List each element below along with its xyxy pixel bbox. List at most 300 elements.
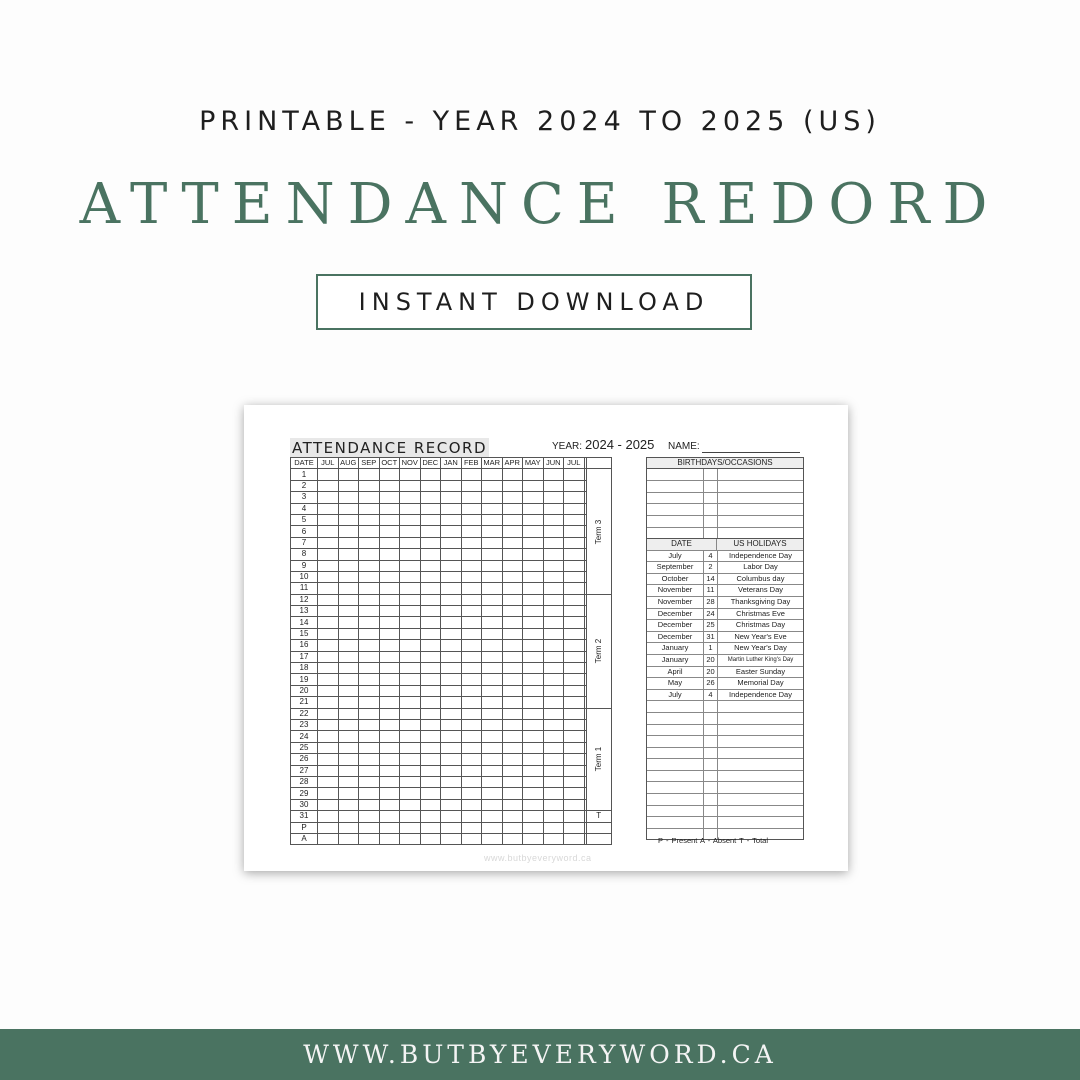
attendance-cell[interactable] bbox=[523, 571, 544, 582]
attendance-cell[interactable] bbox=[502, 628, 523, 639]
birthday-row[interactable] bbox=[647, 493, 803, 505]
attendance-cell[interactable] bbox=[318, 685, 339, 696]
attendance-cell[interactable] bbox=[543, 514, 564, 525]
attendance-cell[interactable] bbox=[564, 663, 585, 674]
attendance-cell[interactable] bbox=[502, 469, 523, 480]
attendance-cell[interactable] bbox=[379, 833, 400, 844]
birthday-row[interactable] bbox=[647, 469, 803, 481]
attendance-cell[interactable] bbox=[359, 640, 380, 651]
attendance-cell[interactable] bbox=[400, 594, 421, 605]
attendance-cell[interactable] bbox=[338, 469, 359, 480]
attendance-cell[interactable] bbox=[502, 526, 523, 537]
attendance-cell[interactable] bbox=[564, 571, 585, 582]
attendance-cell[interactable] bbox=[482, 503, 503, 514]
holiday-name-blank[interactable] bbox=[718, 701, 803, 712]
attendance-cell[interactable] bbox=[564, 469, 585, 480]
attendance-cell[interactable] bbox=[564, 685, 585, 696]
attendance-cell[interactable] bbox=[543, 469, 564, 480]
attendance-cell[interactable] bbox=[441, 685, 462, 696]
attendance-cell[interactable] bbox=[461, 651, 482, 662]
attendance-cell[interactable] bbox=[502, 594, 523, 605]
attendance-cell[interactable] bbox=[318, 514, 339, 525]
attendance-cell[interactable] bbox=[379, 514, 400, 525]
birthday-date-cell[interactable] bbox=[647, 469, 704, 480]
holiday-month-blank[interactable] bbox=[647, 701, 704, 712]
attendance-cell[interactable] bbox=[564, 537, 585, 548]
attendance-cell[interactable] bbox=[441, 503, 462, 514]
attendance-cell[interactable] bbox=[523, 480, 544, 491]
attendance-cell[interactable] bbox=[400, 651, 421, 662]
attendance-cell[interactable] bbox=[338, 719, 359, 730]
holiday-name-blank[interactable] bbox=[718, 725, 803, 736]
attendance-cell[interactable] bbox=[420, 594, 441, 605]
attendance-cell[interactable] bbox=[502, 776, 523, 787]
attendance-cell[interactable] bbox=[461, 526, 482, 537]
attendance-cell[interactable] bbox=[543, 503, 564, 514]
attendance-cell[interactable] bbox=[420, 719, 441, 730]
attendance-cell[interactable] bbox=[359, 685, 380, 696]
attendance-cell[interactable] bbox=[502, 719, 523, 730]
attendance-cell[interactable] bbox=[523, 549, 544, 560]
holiday-name-blank[interactable] bbox=[718, 782, 803, 793]
attendance-cell[interactable] bbox=[441, 606, 462, 617]
attendance-cell[interactable] bbox=[482, 811, 503, 822]
attendance-cell[interactable] bbox=[543, 663, 564, 674]
attendance-cell[interactable] bbox=[502, 640, 523, 651]
attendance-cell[interactable] bbox=[400, 480, 421, 491]
birthday-row[interactable] bbox=[647, 481, 803, 493]
attendance-cell[interactable] bbox=[441, 731, 462, 742]
attendance-cell[interactable] bbox=[564, 788, 585, 799]
attendance-cell[interactable] bbox=[523, 776, 544, 787]
attendance-cell[interactable] bbox=[338, 571, 359, 582]
attendance-cell[interactable] bbox=[338, 731, 359, 742]
attendance-cell[interactable] bbox=[441, 708, 462, 719]
attendance-cell[interactable] bbox=[420, 583, 441, 594]
attendance-cell[interactable] bbox=[482, 560, 503, 571]
holiday-month-blank[interactable] bbox=[647, 725, 704, 736]
attendance-cell[interactable] bbox=[359, 799, 380, 810]
attendance-cell[interactable] bbox=[379, 560, 400, 571]
attendance-cell[interactable] bbox=[564, 560, 585, 571]
attendance-cell[interactable] bbox=[379, 719, 400, 730]
attendance-cell[interactable] bbox=[400, 811, 421, 822]
attendance-cell[interactable] bbox=[359, 560, 380, 571]
attendance-cell[interactable] bbox=[543, 640, 564, 651]
attendance-cell[interactable] bbox=[318, 594, 339, 605]
holiday-blank-row[interactable] bbox=[647, 759, 803, 771]
attendance-cell[interactable] bbox=[318, 708, 339, 719]
attendance-cell[interactable] bbox=[420, 685, 441, 696]
attendance-cell[interactable] bbox=[461, 549, 482, 560]
attendance-cell[interactable] bbox=[482, 514, 503, 525]
attendance-cell[interactable] bbox=[502, 742, 523, 753]
attendance-cell[interactable] bbox=[338, 651, 359, 662]
attendance-cell[interactable] bbox=[564, 617, 585, 628]
instant-download-button[interactable]: INSTANT DOWNLOAD bbox=[316, 274, 752, 330]
attendance-cell[interactable] bbox=[400, 514, 421, 525]
attendance-cell[interactable] bbox=[379, 594, 400, 605]
attendance-cell[interactable] bbox=[338, 628, 359, 639]
attendance-cell[interactable] bbox=[338, 742, 359, 753]
attendance-cell[interactable] bbox=[482, 765, 503, 776]
attendance-cell[interactable] bbox=[420, 640, 441, 651]
attendance-cell[interactable] bbox=[482, 492, 503, 503]
attendance-cell[interactable] bbox=[359, 583, 380, 594]
attendance-cell[interactable] bbox=[441, 788, 462, 799]
attendance-cell[interactable] bbox=[564, 526, 585, 537]
holiday-blank-row[interactable] bbox=[647, 782, 803, 794]
attendance-cell[interactable] bbox=[318, 765, 339, 776]
attendance-cell[interactable] bbox=[482, 606, 503, 617]
attendance-cell[interactable] bbox=[543, 811, 564, 822]
total-cell[interactable] bbox=[586, 833, 611, 844]
attendance-cell[interactable] bbox=[318, 526, 339, 537]
attendance-cell[interactable] bbox=[441, 719, 462, 730]
attendance-cell[interactable] bbox=[543, 685, 564, 696]
attendance-cell[interactable] bbox=[338, 697, 359, 708]
holiday-name-blank[interactable] bbox=[718, 817, 803, 828]
attendance-cell[interactable] bbox=[564, 811, 585, 822]
attendance-cell[interactable] bbox=[543, 754, 564, 765]
attendance-cell[interactable] bbox=[461, 788, 482, 799]
attendance-cell[interactable] bbox=[400, 754, 421, 765]
attendance-cell[interactable] bbox=[359, 651, 380, 662]
attendance-cell[interactable] bbox=[359, 788, 380, 799]
attendance-cell[interactable] bbox=[420, 742, 441, 753]
birthday-date-cell[interactable] bbox=[647, 516, 704, 527]
attendance-cell[interactable] bbox=[379, 503, 400, 514]
attendance-cell[interactable] bbox=[543, 742, 564, 753]
attendance-cell[interactable] bbox=[543, 731, 564, 742]
attendance-cell[interactable] bbox=[482, 776, 503, 787]
attendance-cell[interactable] bbox=[482, 469, 503, 480]
attendance-cell[interactable] bbox=[359, 514, 380, 525]
holiday-blank-row[interactable] bbox=[647, 794, 803, 806]
attendance-cell[interactable] bbox=[379, 742, 400, 753]
attendance-cell[interactable] bbox=[338, 514, 359, 525]
attendance-cell[interactable] bbox=[502, 685, 523, 696]
attendance-cell[interactable] bbox=[482, 594, 503, 605]
attendance-cell[interactable] bbox=[543, 697, 564, 708]
attendance-cell[interactable] bbox=[379, 788, 400, 799]
attendance-cell[interactable] bbox=[441, 526, 462, 537]
attendance-cell[interactable] bbox=[461, 583, 482, 594]
attendance-cell[interactable] bbox=[318, 617, 339, 628]
attendance-cell[interactable] bbox=[502, 583, 523, 594]
attendance-cell[interactable] bbox=[400, 697, 421, 708]
attendance-cell[interactable] bbox=[441, 480, 462, 491]
attendance-cell[interactable] bbox=[502, 697, 523, 708]
attendance-cell[interactable] bbox=[420, 651, 441, 662]
attendance-cell[interactable] bbox=[523, 514, 544, 525]
attendance-cell[interactable] bbox=[359, 606, 380, 617]
holiday-blank-row[interactable] bbox=[647, 713, 803, 725]
attendance-cell[interactable] bbox=[338, 685, 359, 696]
attendance-cell[interactable] bbox=[502, 799, 523, 810]
attendance-cell[interactable] bbox=[543, 799, 564, 810]
holiday-day-blank[interactable] bbox=[704, 806, 718, 817]
attendance-cell[interactable] bbox=[461, 628, 482, 639]
attendance-cell[interactable] bbox=[564, 594, 585, 605]
holiday-name-blank[interactable] bbox=[718, 736, 803, 747]
attendance-cell[interactable] bbox=[400, 674, 421, 685]
attendance-cell[interactable] bbox=[400, 742, 421, 753]
attendance-cell[interactable] bbox=[318, 537, 339, 548]
attendance-cell[interactable] bbox=[338, 788, 359, 799]
attendance-cell[interactable] bbox=[482, 742, 503, 753]
attendance-cell[interactable] bbox=[523, 651, 544, 662]
attendance-cell[interactable] bbox=[359, 822, 380, 833]
attendance-cell[interactable] bbox=[502, 537, 523, 548]
attendance-cell[interactable] bbox=[461, 480, 482, 491]
birthday-date-cell[interactable] bbox=[647, 481, 704, 492]
attendance-cell[interactable] bbox=[502, 651, 523, 662]
attendance-cell[interactable] bbox=[543, 617, 564, 628]
attendance-cell[interactable] bbox=[564, 776, 585, 787]
birthday-row[interactable] bbox=[647, 516, 803, 528]
attendance-cell[interactable] bbox=[543, 606, 564, 617]
attendance-cell[interactable] bbox=[482, 571, 503, 582]
attendance-cell[interactable] bbox=[359, 594, 380, 605]
attendance-cell[interactable] bbox=[400, 833, 421, 844]
attendance-cell[interactable] bbox=[420, 731, 441, 742]
attendance-cell[interactable] bbox=[482, 526, 503, 537]
attendance-cell[interactable] bbox=[543, 594, 564, 605]
attendance-cell[interactable] bbox=[482, 583, 503, 594]
holiday-day-blank[interactable] bbox=[704, 817, 718, 828]
attendance-cell[interactable] bbox=[379, 480, 400, 491]
attendance-cell[interactable] bbox=[338, 537, 359, 548]
attendance-cell[interactable] bbox=[359, 731, 380, 742]
attendance-cell[interactable] bbox=[318, 811, 339, 822]
attendance-cell[interactable] bbox=[379, 697, 400, 708]
attendance-cell[interactable] bbox=[564, 583, 585, 594]
attendance-cell[interactable] bbox=[400, 765, 421, 776]
attendance-cell[interactable] bbox=[318, 822, 339, 833]
attendance-cell[interactable] bbox=[420, 697, 441, 708]
footer-url[interactable]: WWW.BUTBYEVERYWORD.CA bbox=[303, 1040, 777, 1069]
attendance-cell[interactable] bbox=[502, 606, 523, 617]
attendance-cell[interactable] bbox=[379, 526, 400, 537]
attendance-cell[interactable] bbox=[338, 492, 359, 503]
attendance-cell[interactable] bbox=[543, 628, 564, 639]
attendance-cell[interactable] bbox=[359, 697, 380, 708]
attendance-cell[interactable] bbox=[502, 617, 523, 628]
attendance-cell[interactable] bbox=[420, 606, 441, 617]
attendance-cell[interactable] bbox=[420, 571, 441, 582]
attendance-cell[interactable] bbox=[441, 549, 462, 560]
attendance-cell[interactable] bbox=[482, 685, 503, 696]
attendance-cell[interactable] bbox=[379, 811, 400, 822]
attendance-cell[interactable] bbox=[564, 742, 585, 753]
attendance-cell[interactable] bbox=[461, 697, 482, 708]
attendance-cell[interactable] bbox=[420, 708, 441, 719]
attendance-cell[interactable] bbox=[482, 674, 503, 685]
attendance-cell[interactable] bbox=[502, 663, 523, 674]
holiday-name-blank[interactable] bbox=[718, 759, 803, 770]
attendance-cell[interactable] bbox=[318, 640, 339, 651]
attendance-cell[interactable] bbox=[318, 742, 339, 753]
attendance-cell[interactable] bbox=[502, 822, 523, 833]
attendance-cell[interactable] bbox=[318, 788, 339, 799]
attendance-cell[interactable] bbox=[523, 708, 544, 719]
attendance-cell[interactable] bbox=[420, 799, 441, 810]
attendance-cell[interactable] bbox=[400, 663, 421, 674]
attendance-cell[interactable] bbox=[461, 571, 482, 582]
attendance-cell[interactable] bbox=[420, 833, 441, 844]
attendance-cell[interactable] bbox=[318, 549, 339, 560]
attendance-cell[interactable] bbox=[318, 754, 339, 765]
attendance-cell[interactable] bbox=[523, 799, 544, 810]
attendance-cell[interactable] bbox=[461, 719, 482, 730]
attendance-cell[interactable] bbox=[338, 617, 359, 628]
attendance-cell[interactable] bbox=[523, 537, 544, 548]
attendance-cell[interactable] bbox=[400, 776, 421, 787]
attendance-cell[interactable] bbox=[523, 833, 544, 844]
attendance-cell[interactable] bbox=[318, 503, 339, 514]
attendance-cell[interactable] bbox=[564, 628, 585, 639]
attendance-cell[interactable] bbox=[523, 617, 544, 628]
attendance-cell[interactable] bbox=[359, 708, 380, 719]
attendance-cell[interactable] bbox=[359, 811, 380, 822]
attendance-cell[interactable] bbox=[420, 480, 441, 491]
attendance-cell[interactable] bbox=[523, 492, 544, 503]
attendance-cell[interactable] bbox=[318, 833, 339, 844]
attendance-cell[interactable] bbox=[564, 651, 585, 662]
attendance-cell[interactable] bbox=[420, 663, 441, 674]
attendance-cell[interactable] bbox=[482, 788, 503, 799]
attendance-cell[interactable] bbox=[482, 617, 503, 628]
attendance-cell[interactable] bbox=[359, 754, 380, 765]
attendance-cell[interactable] bbox=[400, 719, 421, 730]
attendance-cell[interactable] bbox=[420, 788, 441, 799]
attendance-cell[interactable] bbox=[400, 537, 421, 548]
attendance-cell[interactable] bbox=[318, 469, 339, 480]
attendance-cell[interactable] bbox=[379, 606, 400, 617]
attendance-cell[interactable] bbox=[400, 617, 421, 628]
attendance-cell[interactable] bbox=[359, 571, 380, 582]
holiday-blank-row[interactable] bbox=[647, 736, 803, 748]
holiday-name-blank[interactable] bbox=[718, 713, 803, 724]
attendance-cell[interactable] bbox=[359, 617, 380, 628]
attendance-cell[interactable] bbox=[482, 697, 503, 708]
attendance-cell[interactable] bbox=[564, 514, 585, 525]
attendance-cell[interactable] bbox=[461, 492, 482, 503]
attendance-cell[interactable] bbox=[400, 822, 421, 833]
attendance-cell[interactable] bbox=[379, 537, 400, 548]
holiday-name-blank[interactable] bbox=[718, 748, 803, 759]
attendance-cell[interactable] bbox=[379, 651, 400, 662]
attendance-cell[interactable] bbox=[461, 606, 482, 617]
attendance-cell[interactable] bbox=[379, 628, 400, 639]
attendance-cell[interactable] bbox=[338, 765, 359, 776]
attendance-cell[interactable] bbox=[441, 765, 462, 776]
attendance-cell[interactable] bbox=[441, 583, 462, 594]
attendance-cell[interactable] bbox=[379, 776, 400, 787]
attendance-cell[interactable] bbox=[502, 833, 523, 844]
attendance-cell[interactable] bbox=[359, 628, 380, 639]
attendance-cell[interactable] bbox=[482, 651, 503, 662]
attendance-cell[interactable] bbox=[338, 754, 359, 765]
attendance-cell[interactable] bbox=[318, 697, 339, 708]
holiday-month-blank[interactable] bbox=[647, 806, 704, 817]
attendance-cell[interactable] bbox=[338, 833, 359, 844]
holiday-blank-row[interactable] bbox=[647, 771, 803, 783]
attendance-cell[interactable] bbox=[379, 549, 400, 560]
attendance-cell[interactable] bbox=[379, 640, 400, 651]
attendance-cell[interactable] bbox=[441, 799, 462, 810]
attendance-cell[interactable] bbox=[359, 765, 380, 776]
attendance-cell[interactable] bbox=[502, 560, 523, 571]
attendance-cell[interactable] bbox=[543, 651, 564, 662]
attendance-cell[interactable] bbox=[338, 663, 359, 674]
attendance-cell[interactable] bbox=[400, 549, 421, 560]
attendance-cell[interactable] bbox=[338, 526, 359, 537]
attendance-cell[interactable] bbox=[379, 754, 400, 765]
attendance-cell[interactable] bbox=[400, 492, 421, 503]
attendance-cell[interactable] bbox=[482, 708, 503, 719]
attendance-cell[interactable] bbox=[420, 469, 441, 480]
attendance-cell[interactable] bbox=[523, 640, 544, 651]
attendance-cell[interactable] bbox=[318, 674, 339, 685]
attendance-cell[interactable] bbox=[543, 822, 564, 833]
holiday-month-blank[interactable] bbox=[647, 817, 704, 828]
attendance-cell[interactable] bbox=[379, 731, 400, 742]
attendance-cell[interactable] bbox=[441, 651, 462, 662]
holiday-day-blank[interactable] bbox=[704, 794, 718, 805]
attendance-cell[interactable] bbox=[461, 776, 482, 787]
attendance-cell[interactable] bbox=[441, 674, 462, 685]
attendance-cell[interactable] bbox=[420, 549, 441, 560]
attendance-cell[interactable] bbox=[523, 560, 544, 571]
attendance-cell[interactable] bbox=[379, 674, 400, 685]
attendance-cell[interactable] bbox=[461, 811, 482, 822]
attendance-cell[interactable] bbox=[523, 503, 544, 514]
holiday-blank-row[interactable] bbox=[647, 806, 803, 818]
attendance-cell[interactable] bbox=[523, 788, 544, 799]
attendance-cell[interactable] bbox=[502, 811, 523, 822]
attendance-cell[interactable] bbox=[523, 526, 544, 537]
attendance-cell[interactable] bbox=[543, 537, 564, 548]
attendance-cell[interactable] bbox=[400, 628, 421, 639]
attendance-cell[interactable] bbox=[400, 708, 421, 719]
attendance-cell[interactable] bbox=[564, 697, 585, 708]
attendance-cell[interactable] bbox=[420, 503, 441, 514]
attendance-cell[interactable] bbox=[441, 594, 462, 605]
attendance-cell[interactable] bbox=[461, 560, 482, 571]
attendance-cell[interactable] bbox=[338, 799, 359, 810]
attendance-cell[interactable] bbox=[461, 537, 482, 548]
attendance-cell[interactable] bbox=[359, 549, 380, 560]
attendance-cell[interactable] bbox=[502, 492, 523, 503]
attendance-cell[interactable] bbox=[543, 776, 564, 787]
attendance-cell[interactable] bbox=[461, 674, 482, 685]
attendance-cell[interactable] bbox=[338, 560, 359, 571]
attendance-cell[interactable] bbox=[338, 776, 359, 787]
attendance-cell[interactable] bbox=[441, 469, 462, 480]
attendance-cell[interactable] bbox=[359, 674, 380, 685]
attendance-cell[interactable] bbox=[461, 731, 482, 742]
birthday-row[interactable] bbox=[647, 504, 803, 516]
attendance-cell[interactable] bbox=[338, 606, 359, 617]
attendance-cell[interactable] bbox=[461, 617, 482, 628]
attendance-cell[interactable] bbox=[420, 822, 441, 833]
attendance-cell[interactable] bbox=[461, 503, 482, 514]
attendance-cell[interactable] bbox=[461, 799, 482, 810]
attendance-cell[interactable] bbox=[318, 776, 339, 787]
holiday-day-blank[interactable] bbox=[704, 771, 718, 782]
